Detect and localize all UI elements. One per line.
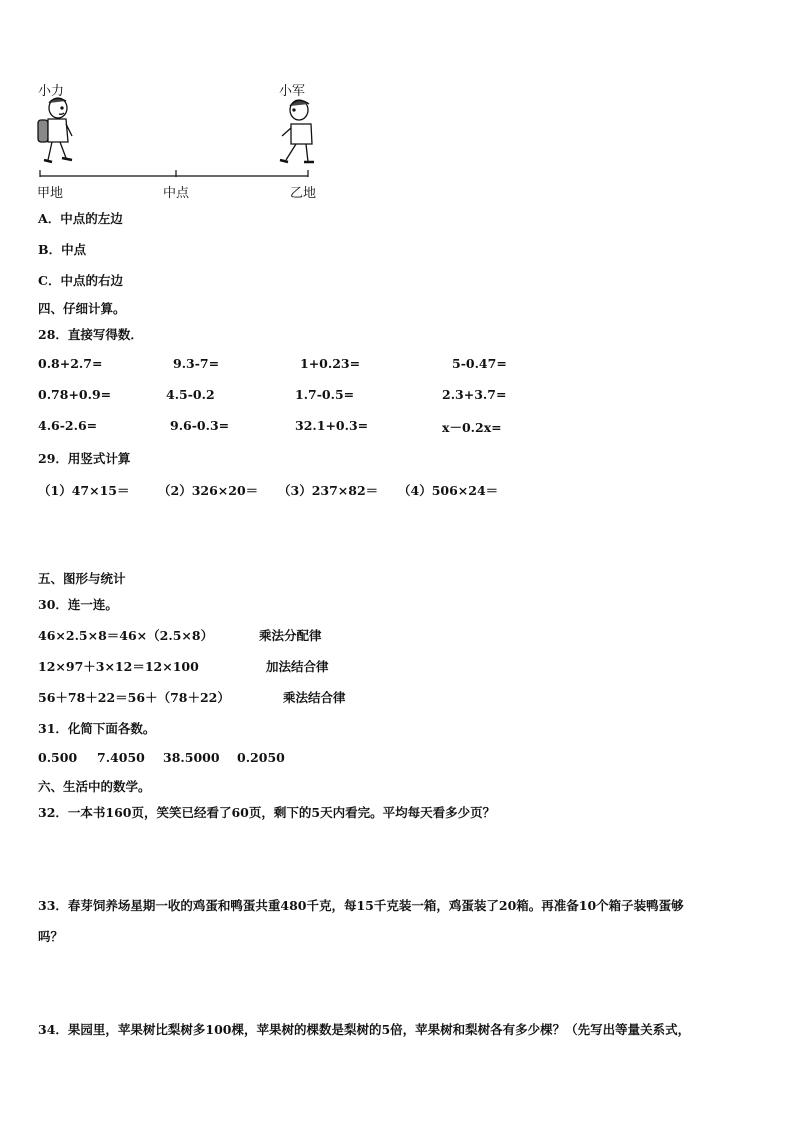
point-label-jia: 甲地 xyxy=(37,186,64,201)
question-33-line2: 吗？ xyxy=(38,929,64,944)
boy-left-illustration xyxy=(38,98,72,162)
person-label-xiaoli: 小力 xyxy=(38,84,65,99)
question-30-title: 30．连一连。 xyxy=(38,597,118,612)
question-28-title: 28．直接写得数． xyxy=(38,327,143,342)
calc-cell: 4.5-0.2 xyxy=(166,387,215,402)
option-c: C．中点的右边 xyxy=(38,273,123,288)
vertical-calc-item: （4）506×24＝ xyxy=(398,483,499,498)
law-right: 乘法分配律 xyxy=(259,628,322,643)
section-title-6: 六、生活中的数学。 xyxy=(38,779,151,794)
equation-left: 56＋78＋22＝56＋（78＋22） xyxy=(38,690,230,705)
calc-cell: 1+0.23= xyxy=(300,356,361,371)
decimal-item: 38.5000 xyxy=(163,750,220,765)
vertical-calc-item: （2）326×20＝ xyxy=(158,483,259,498)
section-title-5: 五、图形与统计 xyxy=(38,571,126,586)
law-right: 乘法结合律 xyxy=(283,690,346,705)
option-b: B．中点 xyxy=(38,242,87,257)
option-a: A．中点的左边 xyxy=(38,211,123,226)
calc-cell: 5-0.47= xyxy=(452,356,507,371)
question-29-title: 29．用竖式计算 xyxy=(38,451,131,466)
equation-left: 12×97＋3×12＝12×100 xyxy=(38,659,199,674)
calc-cell: 32.1+0.3= xyxy=(295,418,369,433)
boy-right-illustration xyxy=(280,100,314,162)
calc-cell: 0.78+0.9= xyxy=(38,387,112,402)
calc-cell: 1.7-0.5= xyxy=(295,387,355,402)
calc-cell: 0.8+2.7= xyxy=(38,356,103,371)
point-label-yi: 乙地 xyxy=(290,186,317,201)
vertical-calc-item: （3）237×82＝ xyxy=(278,483,379,498)
point-label-mid: 中点 xyxy=(163,186,190,201)
person-label-xiaojun: 小军 xyxy=(279,84,306,99)
decimal-item: 0.2050 xyxy=(237,750,285,765)
decimal-item: 0.500 xyxy=(38,750,78,765)
law-right: 加法结合律 xyxy=(266,659,329,674)
question-31-title: 31．化简下面各数。 xyxy=(38,721,156,736)
section-title-4: 四、仔细计算。 xyxy=(38,301,126,316)
equation-left: 46×2.5×8＝46×（2.5×8） xyxy=(38,628,214,643)
question-33-line1: 33．春芽饲养场星期一收的鸡蛋和鸭蛋共重480千克，每15千克装一箱，鸡蛋装了20箱。再准备10个箱子装鸭蛋够 xyxy=(38,898,684,913)
vertical-calc-item: （1）47×15＝ xyxy=(38,483,130,498)
calc-cell: 9.3-7= xyxy=(173,356,220,371)
calc-cell: 2.3+3.7= xyxy=(442,387,507,402)
decimal-item: 7.4050 xyxy=(97,750,145,765)
question-34: 34．果园里，苹果树比梨树多100棵，苹果树的棵数是梨树的5倍，苹果树和梨树各有多少棵？（先写出等量关系式， xyxy=(38,1022,691,1037)
calc-cell: x－0.2x= xyxy=(442,420,502,435)
calc-cell: 4.6-2.6= xyxy=(38,418,98,433)
question-32: 32．一本书160页，笑笑已经看了60页，剩下的5天内看完。平均每天看多少页？ xyxy=(38,805,496,820)
calc-cell: 9.6-0.3= xyxy=(170,418,230,433)
